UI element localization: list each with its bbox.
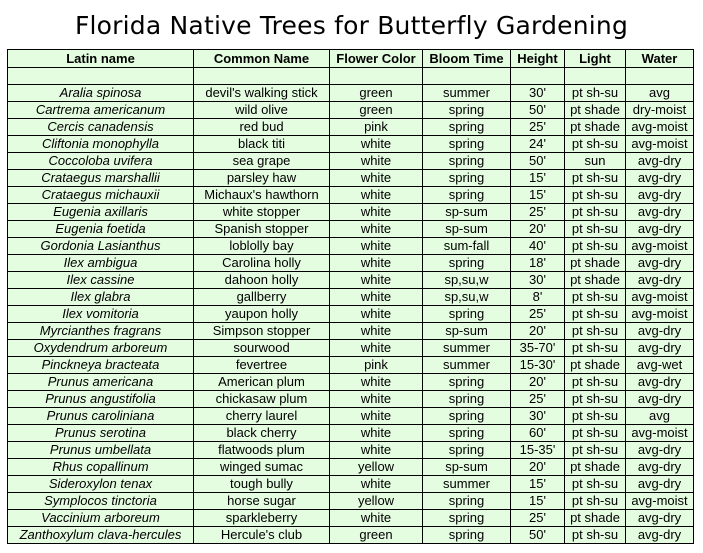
cell-bloom-time: summer <box>423 357 511 374</box>
cell-bloom-time: spring <box>423 527 511 544</box>
cell-light: pt sh-su <box>565 323 626 340</box>
cell-height: 30' <box>511 272 565 289</box>
table-row <box>8 238 694 255</box>
cell-bloom-time: summer <box>423 340 511 357</box>
empty-spacer-row <box>8 68 694 85</box>
table-row <box>8 510 694 527</box>
cell-latin-name: Ilex vomitoria <box>8 306 194 323</box>
cell-water: avg-dry <box>626 272 694 289</box>
cell-water: avg-dry <box>626 221 694 238</box>
cell-light: pt sh-su <box>565 391 626 408</box>
cell-flower-color: white <box>330 272 423 289</box>
cell-light: pt shade <box>565 255 626 272</box>
cell-water: avg-dry <box>626 459 694 476</box>
cell-common-name: Spanish stopper <box>194 221 330 238</box>
cell-flower-color: white <box>330 187 423 204</box>
table-row <box>8 374 694 391</box>
cell-light: pt shade <box>565 510 626 527</box>
cell-common-name: devil's walking stick <box>194 85 330 102</box>
cell-height: 15-35' <box>511 442 565 459</box>
cell-common-name: loblolly bay <box>194 238 330 255</box>
cell-height: 25' <box>511 391 565 408</box>
table-row <box>8 476 694 493</box>
cell-height: 30' <box>511 408 565 425</box>
cell-height: 15' <box>511 476 565 493</box>
table-row <box>8 204 694 221</box>
cell-latin-name: Pinckneya bracteata <box>8 357 194 374</box>
page-title: Florida Native Trees for Butterfly Gardening <box>74 11 629 40</box>
column-header-height: Height <box>511 50 565 68</box>
cell-water: avg-dry <box>626 510 694 527</box>
cell-water: avg-dry <box>626 374 694 391</box>
cell-height: 20' <box>511 374 565 391</box>
cell-water: avg-dry <box>626 170 694 187</box>
cell-bloom-time: spring <box>423 255 511 272</box>
cell-bloom-time: spring <box>423 425 511 442</box>
cell-water: avg-moist <box>626 425 694 442</box>
cell-flower-color: white <box>330 204 423 221</box>
cell-height: 20' <box>511 459 565 476</box>
table-row <box>8 340 694 357</box>
cell-height: 30' <box>511 85 565 102</box>
cell-height: 50' <box>511 153 565 170</box>
cell-common-name: flatwoods plum <box>194 442 330 459</box>
table-header-row <box>8 50 694 68</box>
cell-water: avg <box>626 85 694 102</box>
cell-light: pt sh-su <box>565 374 626 391</box>
table-row <box>8 136 694 153</box>
cell-bloom-time: spring <box>423 306 511 323</box>
cell-flower-color: green <box>330 527 423 544</box>
column-header-flower-color: Flower Color <box>330 50 423 68</box>
cell-light: pt shade <box>565 357 626 374</box>
cell-flower-color: white <box>330 238 423 255</box>
cell-flower-color: pink <box>330 119 423 136</box>
table-row <box>8 442 694 459</box>
cell-bloom-time: spring <box>423 442 511 459</box>
cell-height: 24' <box>511 136 565 153</box>
table-row <box>8 527 694 544</box>
cell-height: 50' <box>511 527 565 544</box>
cell-light: pt sh-su <box>565 170 626 187</box>
cell-water: avg-dry <box>626 476 694 493</box>
cell-common-name: American plum <box>194 374 330 391</box>
table-row <box>8 425 694 442</box>
cell-latin-name: Prunus serotina <box>8 425 194 442</box>
cell-height: 40' <box>511 238 565 255</box>
cell-bloom-time: spring <box>423 374 511 391</box>
cell-light: pt sh-su <box>565 425 626 442</box>
cell-height: 15' <box>511 493 565 510</box>
cell-water: avg-dry <box>626 527 694 544</box>
cell-common-name: chickasaw plum <box>194 391 330 408</box>
cell-flower-color: white <box>330 510 423 527</box>
cell-common-name: black cherry <box>194 425 330 442</box>
cell-latin-name: Rhus copallinum <box>8 459 194 476</box>
cell-flower-color: white <box>330 340 423 357</box>
table-row <box>8 85 694 102</box>
cell-height: 20' <box>511 221 565 238</box>
cell-water: avg-wet <box>626 357 694 374</box>
cell-light: pt sh-su <box>565 136 626 153</box>
cell-common-name: Hercule's club <box>194 527 330 544</box>
cell-common-name: gallberry <box>194 289 330 306</box>
cell-light: pt sh-su <box>565 408 626 425</box>
cell-flower-color: yellow <box>330 493 423 510</box>
cell-height: 35-70' <box>511 340 565 357</box>
cell-latin-name: Aralia spinosa <box>8 85 194 102</box>
table-row <box>8 306 694 323</box>
cell-flower-color: pink <box>330 357 423 374</box>
cell-flower-color: white <box>330 374 423 391</box>
cell-water: avg-dry <box>626 187 694 204</box>
table-row <box>8 289 694 306</box>
cell-height: 15' <box>511 187 565 204</box>
cell-latin-name: Crataegus marshallii <box>8 170 194 187</box>
cell-bloom-time: sp,su,w <box>423 272 511 289</box>
cell-light: pt sh-su <box>565 306 626 323</box>
cell-latin-name: Prunus americana <box>8 374 194 391</box>
cell-bloom-time: sp-sum <box>423 221 511 238</box>
cell-latin-name: Prunus angustifolia <box>8 391 194 408</box>
table-row <box>8 187 694 204</box>
cell-water: avg-dry <box>626 442 694 459</box>
cell-water: avg-dry <box>626 340 694 357</box>
cell-latin-name: Cercis canadensis <box>8 119 194 136</box>
cell-latin-name: Gordonia Lasianthus <box>8 238 194 255</box>
cell-common-name: parsley haw <box>194 170 330 187</box>
cell-common-name: sea grape <box>194 153 330 170</box>
cell-water: avg-moist <box>626 136 694 153</box>
cell-common-name: sparkleberry <box>194 510 330 527</box>
trees-table <box>7 49 694 544</box>
cell-bloom-time: spring <box>423 119 511 136</box>
cell-flower-color: white <box>330 255 423 272</box>
cell-latin-name: Ilex ambigua <box>8 255 194 272</box>
cell-water: avg-moist <box>626 289 694 306</box>
cell-latin-name: Myrcianthes fragrans <box>8 323 194 340</box>
cell-flower-color: white <box>330 153 423 170</box>
cell-light: pt sh-su <box>565 476 626 493</box>
cell-water: avg-dry <box>626 255 694 272</box>
cell-common-name: Simpson stopper <box>194 323 330 340</box>
cell-latin-name: Coccoloba uvifera <box>8 153 194 170</box>
cell-height: 25' <box>511 119 565 136</box>
table-row <box>8 221 694 238</box>
cell-latin-name: Oxydendrum arboreum <box>8 340 194 357</box>
cell-height: 15-30' <box>511 357 565 374</box>
cell-flower-color: white <box>330 306 423 323</box>
cell-latin-name: Eugenia axillaris <box>8 204 194 221</box>
cell-common-name: Michaux's hawthorn <box>194 187 330 204</box>
cell-height: 60' <box>511 425 565 442</box>
cell-common-name: tough bully <box>194 476 330 493</box>
cell-latin-name: Eugenia foetida <box>8 221 194 238</box>
cell-flower-color: green <box>330 102 423 119</box>
cell-light: pt sh-su <box>565 187 626 204</box>
cell-flower-color: yellow <box>330 459 423 476</box>
table-row <box>8 408 694 425</box>
cell-common-name: cherry laurel <box>194 408 330 425</box>
cell-latin-name: Ilex cassine <box>8 272 194 289</box>
table-row <box>8 357 694 374</box>
cell-bloom-time: summer <box>423 476 511 493</box>
table-row <box>8 153 694 170</box>
cell-flower-color: white <box>330 221 423 238</box>
cell-height: 25' <box>511 510 565 527</box>
cell-light: pt shade <box>565 272 626 289</box>
column-header-water: Water <box>626 50 694 68</box>
cell-height: 25' <box>511 204 565 221</box>
cell-light: pt sh-su <box>565 204 626 221</box>
cell-light: sun <box>565 153 626 170</box>
cell-light: pt shade <box>565 102 626 119</box>
cell-water: avg-dry <box>626 204 694 221</box>
cell-latin-name: Cliftonia monophylla <box>8 136 194 153</box>
cell-flower-color: white <box>330 442 423 459</box>
cell-latin-name: Symplocos tinctoria <box>8 493 194 510</box>
cell-bloom-time: sp-sum <box>423 459 511 476</box>
cell-flower-color: white <box>330 289 423 306</box>
cell-latin-name: Zanthoxylum clava-hercules <box>8 527 194 544</box>
cell-light: pt sh-su <box>565 340 626 357</box>
cell-light: pt sh-su <box>565 442 626 459</box>
column-header-latin-name: Latin name <box>8 50 194 68</box>
column-header-light: Light <box>565 50 626 68</box>
cell-common-name: wild olive <box>194 102 330 119</box>
cell-common-name: red bud <box>194 119 330 136</box>
table-row <box>8 255 694 272</box>
cell-height: 15' <box>511 170 565 187</box>
cell-latin-name: Sideroxylon tenax <box>8 476 194 493</box>
cell-common-name: white stopper <box>194 204 330 221</box>
table-row <box>8 170 694 187</box>
cell-water: avg-moist <box>626 306 694 323</box>
cell-height: 25' <box>511 306 565 323</box>
cell-flower-color: white <box>330 170 423 187</box>
cell-light: pt shade <box>565 459 626 476</box>
cell-common-name: horse sugar <box>194 493 330 510</box>
cell-latin-name: Prunus umbellata <box>8 442 194 459</box>
cell-common-name: winged sumac <box>194 459 330 476</box>
cell-light: pt sh-su <box>565 221 626 238</box>
cell-water: avg-dry <box>626 391 694 408</box>
cell-bloom-time: sp-sum <box>423 204 511 221</box>
cell-latin-name: Ilex glabra <box>8 289 194 306</box>
cell-latin-name: Vaccinium arboreum <box>8 510 194 527</box>
cell-flower-color: white <box>330 476 423 493</box>
cell-bloom-time: summer <box>423 85 511 102</box>
table-row <box>8 459 694 476</box>
cell-flower-color: white <box>330 136 423 153</box>
cell-light: pt sh-su <box>565 238 626 255</box>
cell-height: 18' <box>511 255 565 272</box>
cell-flower-color: white <box>330 425 423 442</box>
cell-flower-color: white <box>330 408 423 425</box>
column-header-common-name: Common Name <box>194 50 330 68</box>
cell-bloom-time: spring <box>423 510 511 527</box>
cell-light: pt sh-su <box>565 85 626 102</box>
cell-water: avg-dry <box>626 323 694 340</box>
cell-water: avg-dry <box>626 153 694 170</box>
table-row <box>8 391 694 408</box>
cell-common-name: sourwood <box>194 340 330 357</box>
cell-height: 50' <box>511 102 565 119</box>
cell-light: pt sh-su <box>565 493 626 510</box>
cell-water: avg-moist <box>626 119 694 136</box>
cell-common-name: dahoon holly <box>194 272 330 289</box>
cell-bloom-time: spring <box>423 153 511 170</box>
cell-bloom-time: spring <box>423 408 511 425</box>
cell-flower-color: white <box>330 323 423 340</box>
cell-water: avg-moist <box>626 238 694 255</box>
cell-light: pt sh-su <box>565 527 626 544</box>
cell-flower-color: white <box>330 391 423 408</box>
cell-common-name: Carolina holly <box>194 255 330 272</box>
cell-bloom-time: spring <box>423 391 511 408</box>
cell-water: avg <box>626 408 694 425</box>
table-row <box>8 272 694 289</box>
cell-height: 8' <box>511 289 565 306</box>
cell-bloom-time: spring <box>423 136 511 153</box>
table-row <box>8 102 694 119</box>
cell-latin-name: Crataegus michauxii <box>8 187 194 204</box>
table-row <box>8 119 694 136</box>
cell-light: pt sh-su <box>565 289 626 306</box>
cell-flower-color: green <box>330 85 423 102</box>
cell-bloom-time: sp-sum <box>423 323 511 340</box>
cell-common-name: black titi <box>194 136 330 153</box>
table-row <box>8 493 694 510</box>
cell-bloom-time: spring <box>423 493 511 510</box>
cell-water: dry-moist <box>626 102 694 119</box>
cell-bloom-time: spring <box>423 187 511 204</box>
table-row <box>8 323 694 340</box>
cell-common-name: fevertree <box>194 357 330 374</box>
cell-height: 20' <box>511 323 565 340</box>
cell-latin-name: Cartrema americanum <box>8 102 194 119</box>
cell-bloom-time: spring <box>423 170 511 187</box>
cell-bloom-time: sum-fall <box>423 238 511 255</box>
column-header-bloom-time: Bloom Time <box>423 50 511 68</box>
cell-bloom-time: spring <box>423 102 511 119</box>
cell-light: pt shade <box>565 119 626 136</box>
cell-water: avg-moist <box>626 493 694 510</box>
cell-common-name: yaupon holly <box>194 306 330 323</box>
cell-bloom-time: sp,su,w <box>423 289 511 306</box>
cell-latin-name: Prunus caroliniana <box>8 408 194 425</box>
